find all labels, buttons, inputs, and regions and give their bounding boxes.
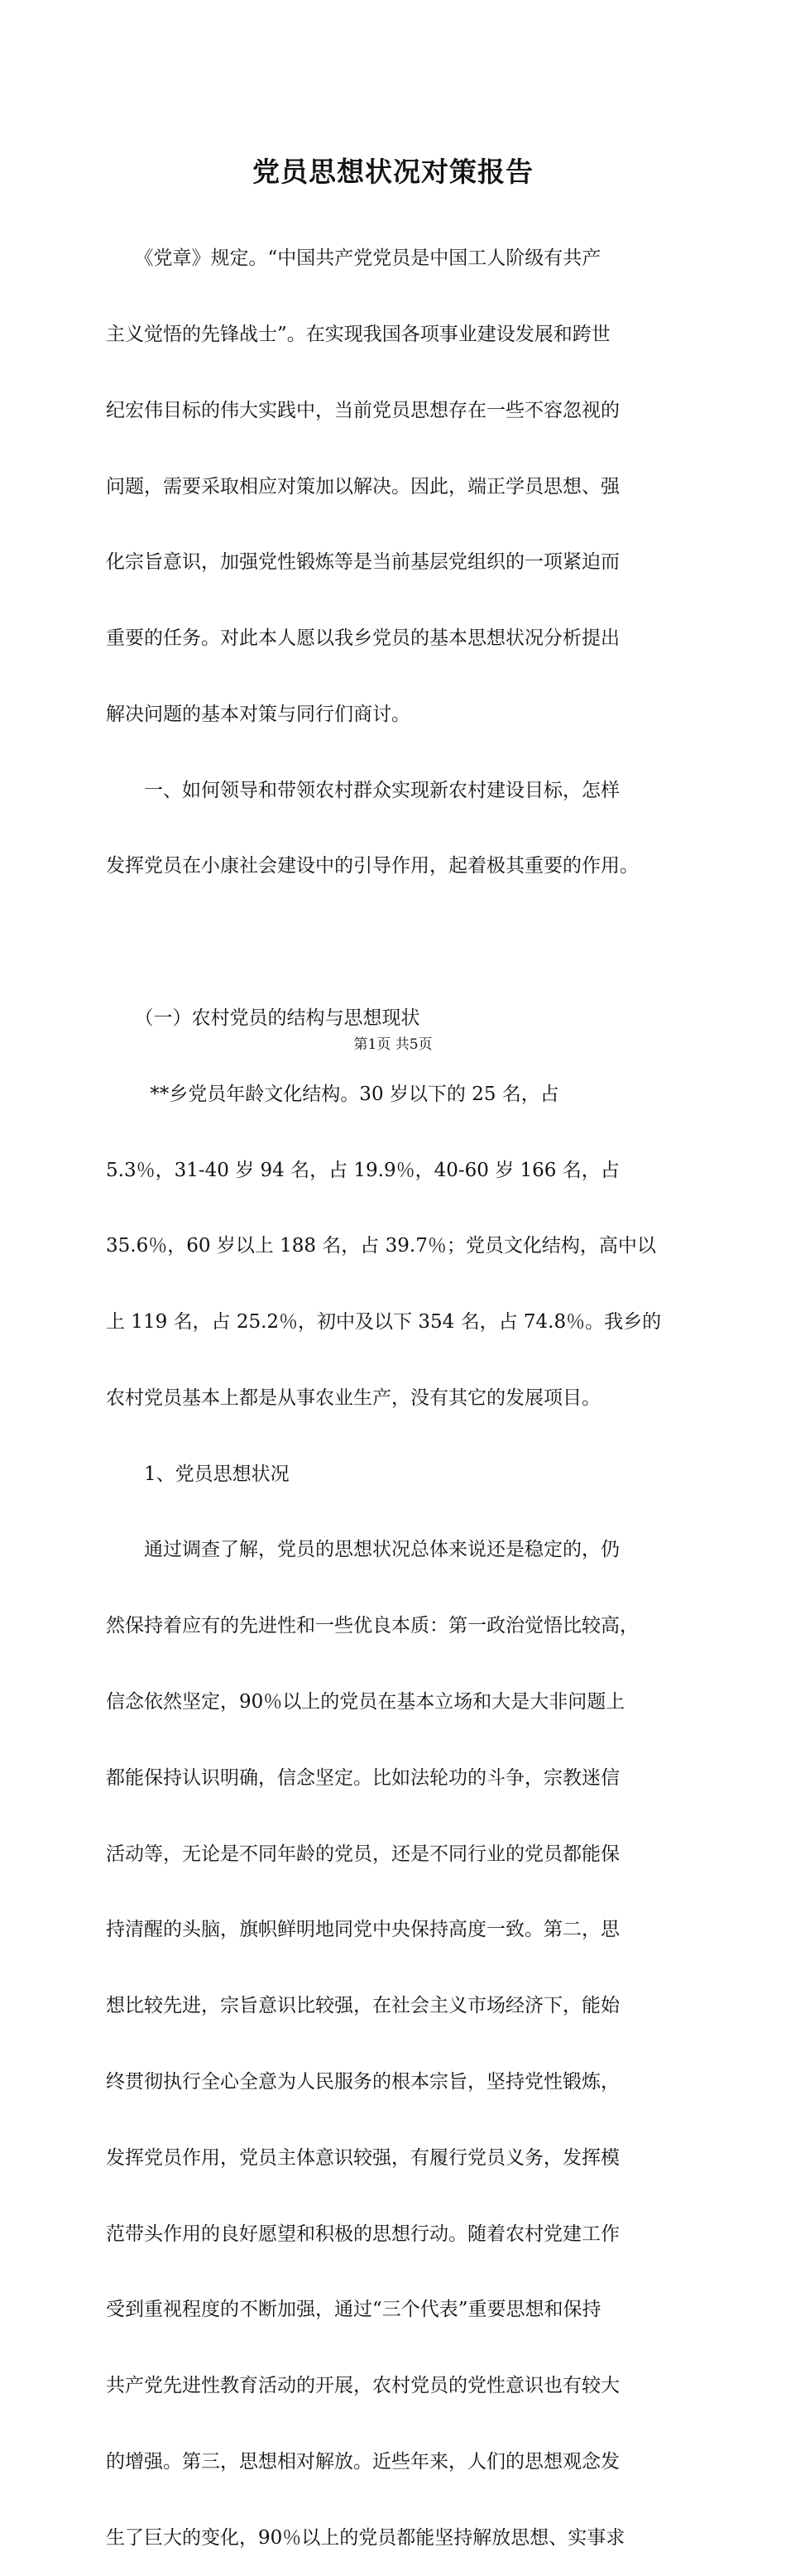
section-heading: 1、党员思想状况 (106, 1463, 290, 1485)
text-line: 生了巨大的变化，90％以上的党员都能坚持解放思想、实事求 (106, 2526, 625, 2549)
text-line: 活动等，无论是不同年龄的党员，还是不同行业的党员都能保 (106, 1843, 620, 1865)
text-line: 一、如何领导和带领农村群众实现新农村建设目标，怎样 (106, 779, 620, 801)
text-line: 35.6％，60 岁以上 188 名，占 39.7％；党员文化结构，高中以 (106, 1235, 656, 1257)
page-number-footer: 第1页 共5页 (353, 1036, 433, 1053)
text-line: 发挥党员在小康社会建设中的引导作用，起着极其重要的作用。 (106, 855, 639, 877)
text-line: 重要的任务。对此本人愿以我乡党员的基本思想状况分析提出 (106, 627, 620, 650)
text-line: 的增强。第三，思想相对解放。近些年来，人们的思想观念发 (106, 2450, 620, 2473)
text-line: 发挥党员作用，党员主体意识较强，有履行党员义务，发挥模 (106, 2146, 620, 2169)
text-line: 《党章》规定。“中国共产党党员是中国工人阶级有共产 (106, 248, 601, 270)
blank-line (106, 930, 693, 955)
text-line: 5.3％，31-40 岁 94 名，占 19.9％，40-60 岁 166 名，占 (106, 1159, 620, 1181)
text-line: 主义觉悟的先锋战士”。在实现我国各项事业建设发展和跨世 (106, 323, 611, 345)
text-line: 上 119 名，占 25.2％，初中及以下 354 名，占 74.8％。我乡的 (106, 1311, 662, 1334)
text-line: 想比较先进，宗旨意识比较强，在社会主义市场经济下，能始 (106, 1995, 620, 2017)
text-line: 共产党先进性教育活动的开展，农村党员的党性意识也有较大 (106, 2375, 620, 2397)
text-line: 受到重视程度的不断加强，通过“三个代表”重要思想和保持 (106, 2299, 601, 2321)
text-line: 都能保持认识明确，信念坚定。比如法轮功的斗争，宗教迷信 (106, 1766, 620, 1789)
text-line: 信念依然坚定，90％以上的党员在基本立场和大是大非问题上 (106, 1691, 625, 1713)
document-body (106, 195, 693, 2576)
text-line: 范带头作用的良好愿望和积极的思想行动。随着农村党建工作 (106, 2223, 620, 2245)
text-line: 解决问题的基本对策与同行们商讨。 (106, 703, 410, 725)
text-line: 然保持着应有的先进性和一些优良本质：第一政治觉悟比较高， (106, 1615, 639, 1637)
text-line: 通过调查了解，党员的思想状况总体来说还是稳定的，仍 (106, 1539, 620, 1561)
page-title: 党员思想状况对策报告 (252, 156, 534, 188)
text-line: 问题，需要采取相应对策加以解决。因此，端正学员思想、强 (106, 475, 620, 497)
text-line: 终贯彻执行全心全意为人民服务的根本宗旨，坚持党性锻炼， (106, 2070, 620, 2093)
text-line: 化宗旨意识，加强党性锻炼等是当前基层党组织的一项紧迫而 (106, 551, 620, 574)
text-line: 农村党员基本上都是从事农业生产，没有其它的发展项目。 (106, 1387, 601, 1409)
text-line: **乡党员年龄文化结构。30 岁以下的 25 名，占 (106, 1083, 559, 1105)
text-line: 持清醒的头脑，旗帜鲜明地同党中央保持高度一致。第二，思 (106, 1919, 620, 1941)
section-heading: （一）农村党员的结构与思想现状 (106, 1007, 420, 1029)
text-line: 纪宏伟目标的伟大实践中，当前党员思想存在一些不容忽视的 (106, 399, 620, 421)
